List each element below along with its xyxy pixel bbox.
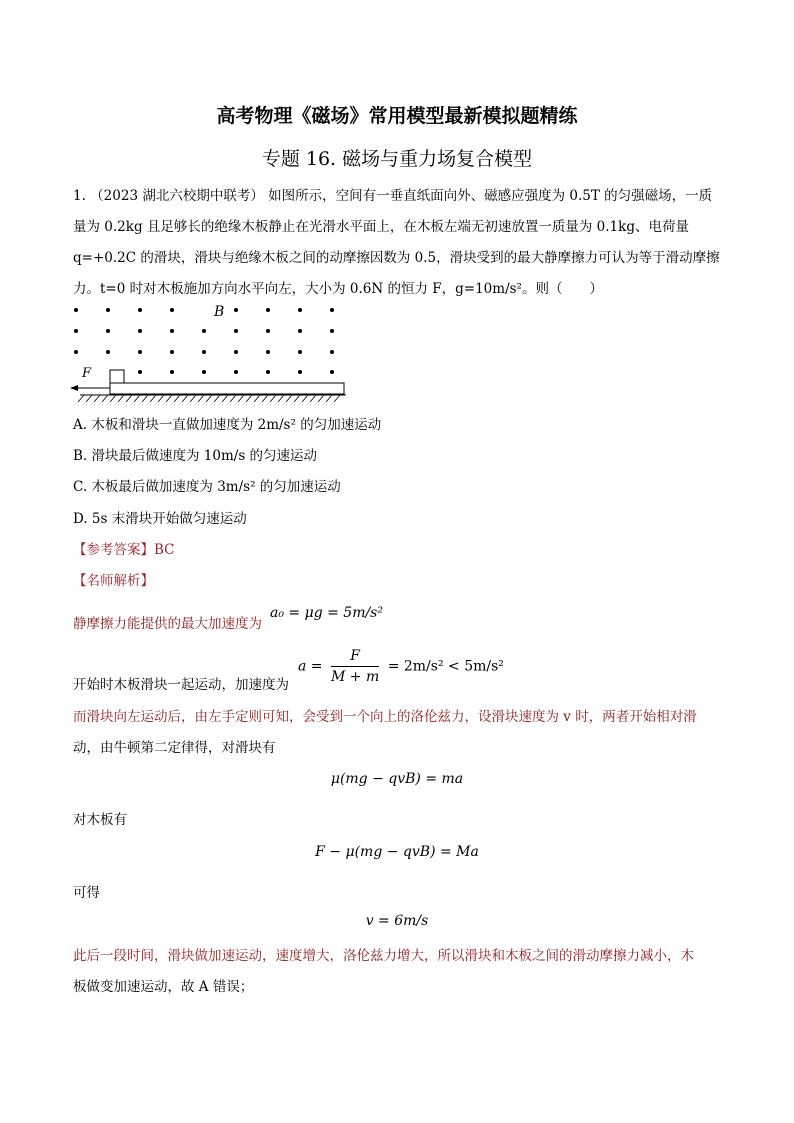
analysis-heading: 【名师解析】	[73, 573, 154, 589]
magnetic-field-figure	[66, 300, 356, 410]
solution-lorentz-line-2: 动，由牛顿第二定律得，对滑块有	[73, 740, 276, 756]
equation-max-accel: a₀ = μg = 5m/s²	[270, 605, 383, 621]
equation-rhs: = 2m/s² < 5m/s²	[387, 658, 504, 675]
question-line-3: q=+0.2C 的滑块，滑块与绝缘木板之间的动摩擦因数为 0.5，滑块受到的最大静摩擦力可认为等于滑动摩擦	[73, 250, 720, 266]
insulating-board	[110, 383, 344, 394]
ground-hatching	[78, 395, 340, 402]
reference-answer: 【参考答案】BC	[73, 542, 175, 558]
equation-slider: μ(mg − qvB) = ma	[330, 771, 464, 787]
solution-conclusion-line-1: 此后一段时间，滑块做加速运动，速度增大，洛伦兹力增大，所以滑块和木板之间的滑动摩擦力减小，木	[73, 948, 694, 964]
solution-conclusion-line-2: 板做变加速运动，故 A 错误；	[73, 979, 254, 995]
field-dots	[74, 308, 334, 374]
equation-common-accel	[298, 648, 504, 685]
field-label: B	[214, 304, 225, 320]
slider-block	[110, 370, 124, 383]
fraction-denominator: M + m	[330, 669, 380, 685]
document-subtitle: 专题 16. 磁场与重力场复合模型	[261, 148, 533, 170]
solution-initial-accel-text: 开始时木板滑块一起运动，加速度为	[73, 677, 289, 693]
equation-lhs: a =	[298, 658, 323, 675]
question-line-4: 力。t=0 时对木板施加方向水平向左，大小为 0.6N 的恒力 F，g=10m/s²。则（ ）	[73, 281, 603, 297]
question-line-1: 1. （2023 湖北六校期中联考） 如图所示，空间有一垂直纸面向外、磁感应强度为 0.5T 的匀强磁场，一质	[73, 188, 713, 204]
option-c: C. 木板最后做加速度为 3m/s² 的匀加速运动	[73, 479, 341, 495]
document-title: 高考物理《磁场》常用模型最新模拟题精练	[216, 105, 578, 127]
option-a: A. 木板和滑块一直做加速度为 2m/s² 的匀加速运动	[73, 417, 382, 433]
fraction-numerator: F	[331, 648, 379, 667]
solution-lorentz-line-1: 而滑块向左运动后，由左手定则可知，会受到一个向上的洛伦兹力，设滑块速度为 v 时，两者开始相对滑	[73, 709, 697, 725]
equation-board: F − μ(mg − qvB) = Ma	[315, 844, 479, 860]
solution-result-text: 可得	[73, 885, 100, 901]
option-b: B. 滑块最后做速度为 10m/s 的匀速运动	[73, 448, 318, 464]
equation-fraction	[331, 648, 379, 685]
question-line-2: 量为 0.2kg 且足够长的绝缘木板静止在光滑水平面上，在木板左端无初速放置一质量为 0.1kg、电荷量	[73, 219, 689, 235]
solution-board-text: 对木板有	[73, 812, 127, 828]
solution-max-accel-text: 静摩擦力能提供的最大加速度为	[73, 616, 262, 632]
force-arrow-head	[70, 385, 78, 391]
option-d: D. 5s 末滑块开始做匀速运动	[73, 511, 247, 527]
equation-velocity: v = 6m/s	[365, 913, 429, 929]
force-label: F	[82, 366, 92, 381]
